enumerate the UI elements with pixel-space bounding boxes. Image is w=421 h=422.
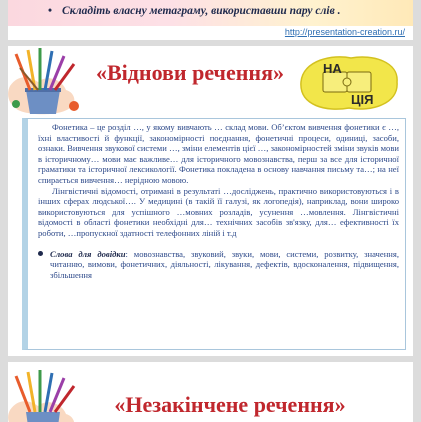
- innovation-logo-icon: [293, 52, 405, 114]
- text-panel: [22, 118, 406, 350]
- paint-supplies-illustration-icon: [8, 366, 88, 422]
- paint-supplies-illustration-icon: [8, 46, 88, 118]
- slide-title: «Віднови речення»: [96, 60, 284, 85]
- top-slide-bullet: [48, 5, 341, 17]
- top-slide-bullet-text: Складіть власну метаграму, використавши пару слів .: [62, 5, 341, 17]
- bottom-slide: [8, 362, 413, 422]
- bullet-dot-icon: •: [48, 5, 53, 17]
- bottom-slide-title: «Незакінчене речення»: [114, 392, 346, 417]
- logo-text-top: НА: [323, 61, 342, 76]
- hint-label: Слова для довідки: [50, 248, 126, 259]
- logo-text-bottom: ЦІЯ: [351, 92, 374, 107]
- top-slide: [8, 0, 413, 40]
- main-slide: [8, 46, 413, 356]
- bullet-dot-icon: [38, 251, 43, 256]
- paragraph-phonetics-definition: Фонетика – це розділ …, у якому вивчають … склад мови. Об’єктом вивчення фонетики є …, їхні властивості й функції, закономірності поєднання, фонетичні процеси, одиниці, засоби, ознаки. Вивчення звукової системи …, зміни елементів цієї …, закономірностей зміни звуків мови в історичному… мови має важливе… для історичного мовознавства, перш за все для історичної граматики та історичної лексикології. Фонетика покладена в основу навчання письму та…; на неї спирається вивчення… нерідною мовою.: [38, 122, 399, 185]
- paragraph-linguistic-information: Лінгвістичні відомості, отримані в результаті …досліджень, практично використовуються і в інших сферах людської…. У медицині (в такій її галузі, як логопедія), наприклад, вони широко використовуються для успішного …мовних розладів, усунення …мовлення. Лінгвістичні відомості в області фонетики необхідні для… технічних засобів зв'язку, для… ефективності їх роботи, …пропускної здатності телефонних ліній і т.д: [38, 185, 399, 238]
- hint-words: [50, 249, 399, 281]
- hint-text: : мовознавства, звуковий, звуки, мови, системи, розвитку, значення, читанню, вимови, фонетичних, діяльності, лікування, дефектів, вдосконалення, підвищення, збільшення: [50, 248, 399, 280]
- source-link[interactable]: http://presentation-creation.ru/: [284, 27, 405, 37]
